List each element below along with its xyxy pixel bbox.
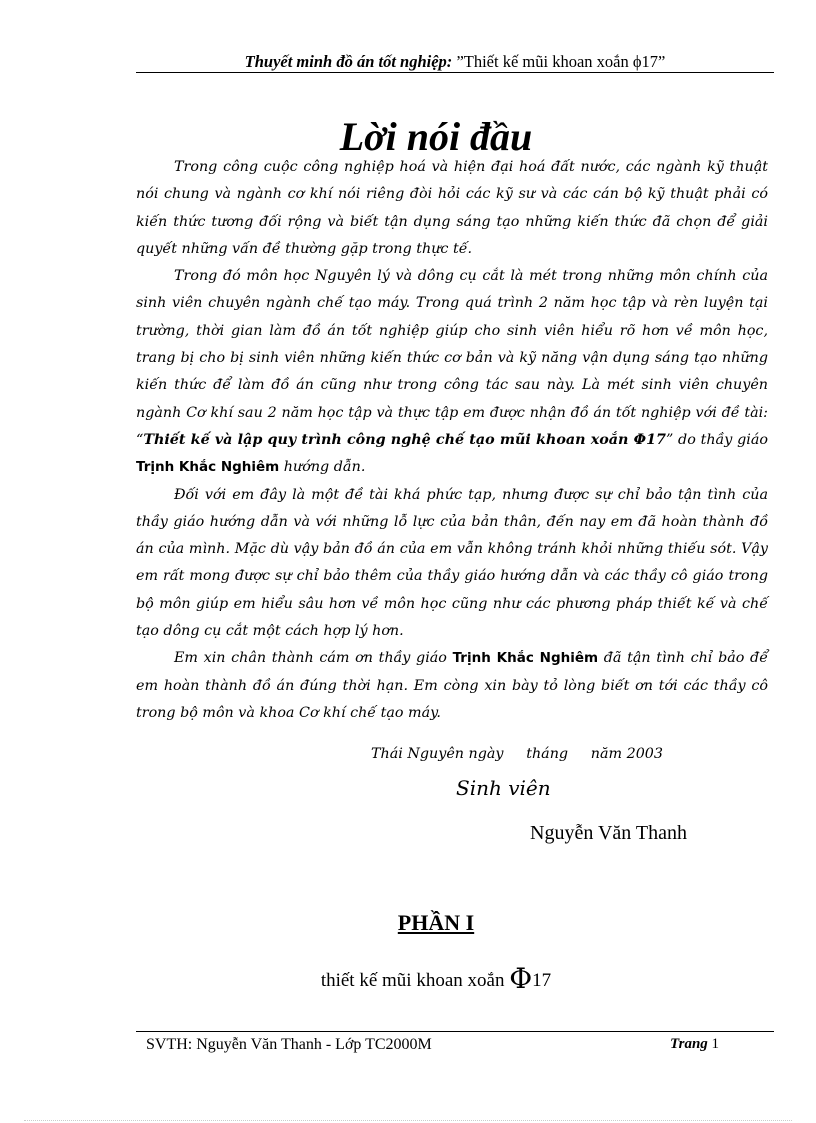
paragraph-4 <box>136 645 768 727</box>
running-header <box>136 52 774 72</box>
header-topic: ”Thiết kế mũi khoan xoắn ϕ17” <box>452 52 666 71</box>
header-rule <box>136 72 774 73</box>
supervisor-name: Trịnh Khắc Nghiêm <box>136 459 280 476</box>
footer-rule <box>136 1031 774 1032</box>
place-date: Thái Nguyên ngày tháng năm 2003 <box>371 746 664 762</box>
footer-student: SVTH: Nguyễn Văn Thanh - Lớp TC2000M <box>146 1036 432 1053</box>
author-name: Nguyễn Văn Thanh <box>530 822 688 844</box>
part-subtitle-text: thiết kế mũi khoan xoắn <box>320 970 510 991</box>
paragraph-2-text-a: Trong đó môn học Nguyên lý và dông cụ cắt là mét trong những môn chính của sinh viên chuyên ngành chế tạo máy. Trong quá trình 2 năm học tập và rèn luyện tại trường, thời gian làm đồ án tốt nghiệp giúp cho sinh viên hiểu rõ hơn về môn học, trang bị cho bị sinh viên những kiến thức cơ bản và kỹ năng vận dụng sáng tạo những kiến thức để làm đồ án cũng như trong công tác sau này. Là mét sinh viên chuyên ngành Cơ khí sau 2 năm học tập và thực tập em được nhận đồ án tốt nghiệp với đề tài: “ <box>136 268 768 448</box>
page-label: Trang <box>670 1036 708 1052</box>
paragraph-2-text-b: ” do thầy giáo <box>665 431 768 448</box>
supervisor-name-2: Trịnh Khắc Nghiêm <box>452 650 599 667</box>
paragraph-4-text-b: đã tận tình chỉ bảo để em hoàn thành đồ án đúng thời hạn. Em còng xin bày tỏ lòng biết ơn tới các thầy cô trong bộ môn và khoa Cơ khí chế tạo máy. <box>136 650 768 721</box>
paragraph-2 <box>136 263 768 481</box>
page-edge <box>24 1120 792 1121</box>
page-number-value: 1 <box>711 1036 720 1052</box>
paragraph-3: Đối với em đây là một đề tài khá phức tạp, nhưng được sự chỉ bảo tận tình của thầy giáo hướng dẫn và với những lỗ lực của bản thân, đến nay em đã hoàn thành đồ án của mình. Mặc dù vậy bản đồ án của em vẫn không tránh khỏi những thiếu sót. Vậy em rất mong được sự chỉ bảo thêm của thầy giáo hướng dẫn và các thầy cô giáo trong bộ môn giúp em hiểu sâu hơn về môn học cũng như các phương pháp thiết kế và chế tạo dông cụ cắt một cách hợp lý hơn. <box>136 486 768 640</box>
page-number <box>670 1036 719 1053</box>
page-title: Lời nói đầu <box>339 114 533 159</box>
paragraph-4-text-a: Em xin chân thành cám ơn thầy giáo <box>174 650 453 667</box>
body-text <box>136 154 768 727</box>
part-subtitle <box>136 962 736 995</box>
header-label: Thuyết minh đồ án tốt nghiệp: <box>244 52 453 71</box>
signature-role: Sinh viên <box>456 776 551 800</box>
phi-symbol: Φ <box>509 962 533 995</box>
part-subtitle-number: 17 <box>532 970 552 991</box>
paragraph-2-text-c: hướng dẫn. <box>279 459 366 476</box>
thesis-topic: Thiết kế và lập quy trình công nghệ chế tạo mũi khoan xoắn Φ17 <box>143 431 666 448</box>
part-title: PHẦN I <box>397 910 475 935</box>
paragraph-1: Trong công cuộc công nghiệp hoá và hiện đại hoá đất nước, các ngành kỹ thuật nói chung và ngành cơ khí nói riêng đòi hỏi các kỹ sư và các cán bộ kỹ thuật phải có kiến thức tương đối rộng và biết tận dụng sáng tạo những kiến thức đã chọn để giải quyết những vấn đề thường gặp trong thực tế. <box>136 159 768 257</box>
